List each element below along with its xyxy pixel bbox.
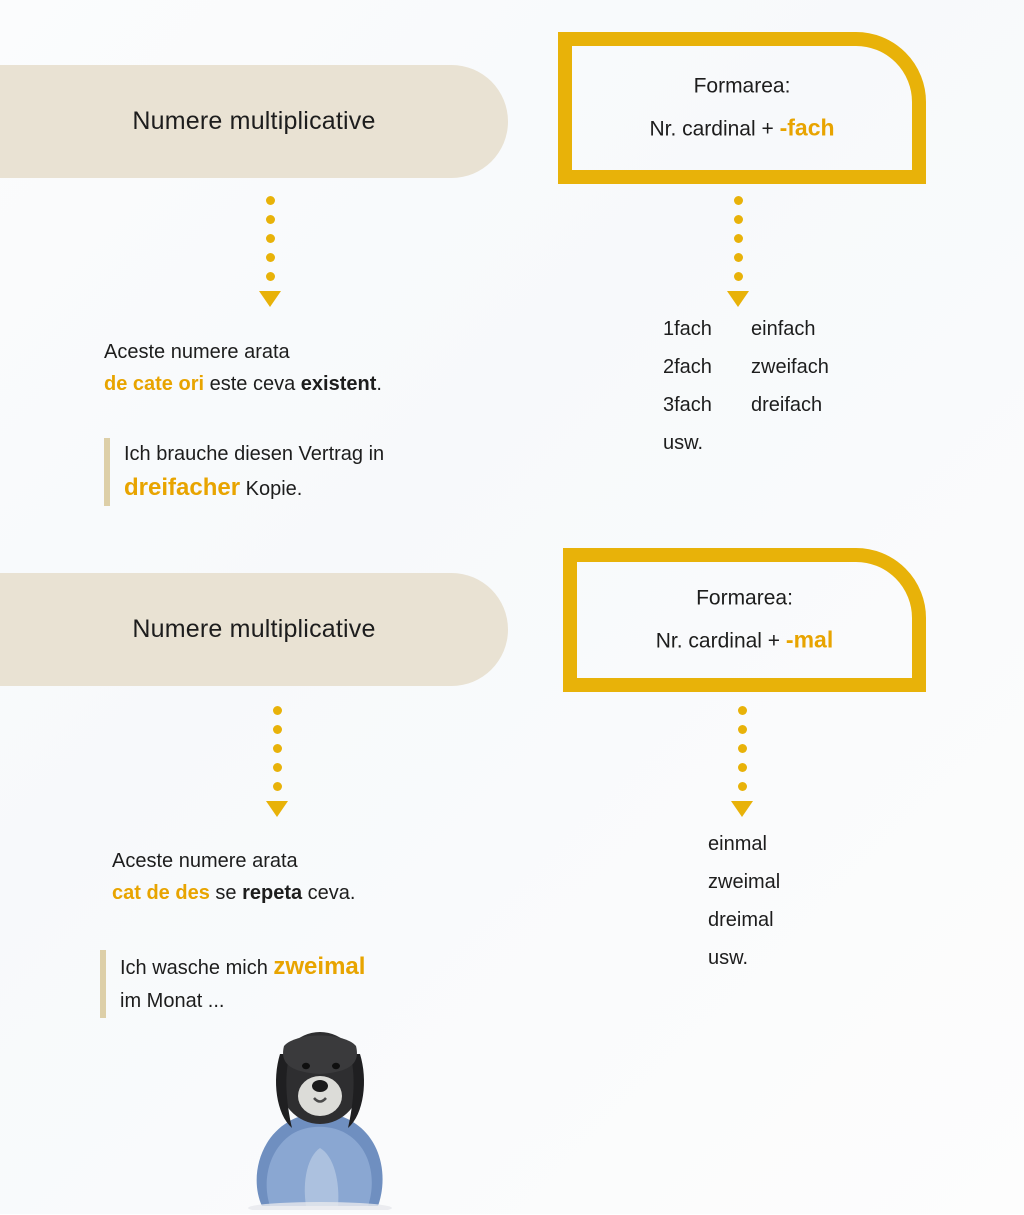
formation-title-1: Formarea: [693,74,791,98]
section-title-label-1: Numere multiplicative [132,107,376,135]
word-list-cell: 1fach [663,318,712,340]
word-list-1 [663,310,829,462]
arrow-down-right-1 [727,196,749,307]
arrow-down-right-2 [731,706,753,817]
formation-box-1 [558,32,926,184]
example-quote-1 [104,438,524,506]
definition-bold-2: repeta [242,882,303,904]
formation-rule-suffix-2: -mal [785,626,834,653]
example-line-1a: Ich brauche diesen Vertrag in [124,443,385,465]
definition-highlight-2: cat de des [112,882,210,904]
arrow-down-left-2 [266,706,288,817]
word-list-cell: zweifach [751,356,829,378]
formation-rule-1 [572,115,912,142]
word-list-cell: 2fach [663,356,712,378]
example-line-2a [120,950,540,985]
definition-line-1a: Aceste numere arata [104,341,290,363]
section-title-pill-1 [0,65,508,178]
word-list-row [663,310,829,348]
arrow-down-left-1 [259,196,281,307]
formation-title-2: Formarea: [696,586,793,610]
word-list-cell [751,424,829,462]
dog-photo [210,1010,425,1210]
definition-highlight-1: de cate ori [104,373,205,395]
example-line-2b: im Monat ... [120,990,225,1012]
word-list-item: usw. [708,947,749,969]
section-title-label-2: Numere multiplicative [132,615,376,643]
word-list-cell: dreifach [751,394,823,416]
word-list-row [663,424,829,462]
example-quote-2 [100,950,540,1018]
formation-rule-suffix-1: -fach [779,114,835,141]
definition-text-1 [104,336,504,400]
definition-end-1: . [376,373,382,395]
definition-bold-1: existent [300,373,377,395]
word-list-cell: usw. [663,432,704,454]
word-list-row [663,386,829,424]
section-title-pill-2 [0,573,508,686]
definition-line-2a: Aceste numere arata [112,850,298,872]
example-prefix-2: Ich wasche mich [120,957,274,979]
word-list-2 [708,825,780,977]
definition-text-2 [112,845,532,909]
example-highlight-1: dreifacher [124,474,241,501]
word-list-item: einmal [708,833,767,855]
definition-mid-1: este ceva [204,373,301,395]
example-rest-1: Kopie. [240,478,303,500]
word-list-cell: einfach [751,318,816,340]
word-list-item: zweimal [708,871,781,893]
definition-end-2: ceva. [302,882,356,904]
definition-mid-2: se [209,882,243,904]
example-highlight-2: zweimal [273,953,366,980]
word-list-item: dreimal [708,909,774,931]
formation-rule-prefix-1: Nr. cardinal + [649,117,780,141]
word-list-cell: 3fach [663,394,712,416]
formation-rule-prefix-2: Nr. cardinal + [655,629,786,653]
definition-line-1b [104,368,504,400]
word-list-row [663,348,829,386]
example-line-1b [124,471,524,506]
formation-box-2 [563,548,926,692]
formation-rule-2 [577,627,912,654]
definition-line-2b [112,877,532,909]
